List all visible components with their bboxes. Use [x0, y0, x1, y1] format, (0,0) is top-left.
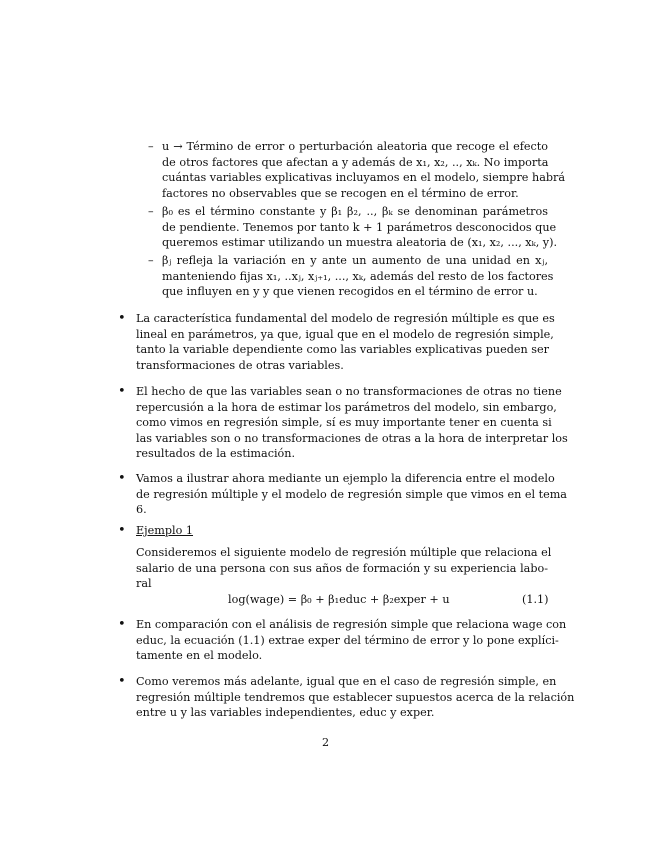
text-line: las variables son o no transformaciones de otras a la hora de interpretar los [136, 431, 568, 445]
text-line: cuántas variables explicativas incluyamos en el modelo, siempre habrá [162, 171, 566, 184]
text-line: que influyen en y y que vienen recogidos en el término de error u. [162, 285, 538, 298]
bullet-marker: • [118, 617, 126, 632]
bullet-marker: • [118, 471, 126, 486]
bullet-linearity [136, 311, 555, 373]
text-line: tanto la variable dependiente como las variables explicativas pueden ser [136, 343, 549, 356]
bullet-transformations [136, 384, 568, 462]
text-line: de regresión múltiple y el modelo de regresión simple que vimos en el tema [136, 487, 567, 501]
text-line: queremos estimar utilizando un muestra aleatoria de (x₁, x₂, ..., xₖ, y). [162, 236, 558, 249]
text-line: resultados de la estimación. [136, 447, 296, 460]
text-line: u → Término de error o perturbación aleatoria que recoge el efecto [162, 140, 548, 153]
text-line: ral [136, 577, 152, 590]
dash-marker: – [148, 205, 154, 218]
text-line: tamente en el modelo. [136, 649, 263, 662]
text-line: repercusión a la hora de estimar los parámetros del modelo, sin embargo, [136, 400, 557, 414]
sub-item-parameters [162, 204, 558, 251]
text-line: regresión múltiple tendremos que establecer supuestos acerca de la relación [136, 690, 575, 704]
regression-equation: log(wage) = β₀ + β₁educ + β₂exper + u [228, 593, 450, 606]
text-line: lineal en parámetros, ya que, igual que en el modelo de regresión simple, [136, 327, 554, 341]
text-line: Como veremos más adelante, igual que en el caso de regresión simple, en [136, 675, 557, 688]
text-line: β₀ es el término constante y β₁ β₂, .., βₖ se denominan parámetros [162, 205, 548, 218]
example-title: Ejemplo 1 [136, 524, 194, 537]
bullet-assumptions [136, 674, 575, 721]
text-line: factores no observables que se recogen en el término de error. [162, 186, 519, 200]
text-line: como vimos en regresión simple, sí es muy importante tener en cuenta si [136, 416, 552, 429]
text-line: Consideremos el siguiente modelo de regresión múltiple que relaciona el [136, 546, 552, 559]
text-line: Vamos a ilustrar ahora mediante un ejemplo la diferencia entre el modelo [136, 472, 555, 485]
example-body [136, 545, 552, 592]
bullet-marker: • [118, 523, 126, 538]
bullet-example-intro [136, 471, 567, 518]
text-line: manteniendo fijas x₁, ..xⱼ, xⱼ₊₁, ..., xₖ, además del resto de los factores [162, 269, 554, 283]
equation-number: (1.1) [522, 593, 549, 606]
sub-item-error-term [162, 139, 566, 201]
text-line: En comparación con el análisis de regresión simple que relaciona wage con [136, 618, 567, 631]
dash-marker: – [148, 254, 154, 267]
text-line: educ, la ecuación (1.1) extrae exper del término de error y lo pone explíci- [136, 633, 559, 647]
text-line: de otros factores que afectan a y además de x₁, x₂, .., xₖ. No importa [162, 155, 549, 169]
text-line: salario de una persona con sus años de formación y su experiencia labo- [136, 561, 548, 575]
bullet-comparison [136, 617, 567, 664]
bullet-marker: • [118, 674, 126, 689]
bullet-marker: • [118, 311, 126, 326]
text-line: 6. [136, 503, 147, 516]
text-line: La característica fundamental del modelo de regresión múltiple es que es [136, 312, 555, 325]
dash-marker: – [148, 140, 154, 153]
text-line: El hecho de que las variables sean o no transformaciones de otras no tiene [136, 385, 562, 398]
text-line: transformaciones de otras variables. [136, 358, 344, 372]
page-number: 2 [322, 736, 330, 749]
text-line: de pendiente. Tenemos por tanto k + 1 parámetros desconocidos que [162, 220, 557, 234]
text-line: entre u y las variables independientes, educ y exper. [136, 706, 435, 719]
bullet-marker: • [118, 384, 126, 399]
text-line: βⱼ refleja la variación en y ante un aumento de una unidad en xⱼ, [162, 254, 548, 267]
sub-item-beta-j [162, 253, 554, 300]
